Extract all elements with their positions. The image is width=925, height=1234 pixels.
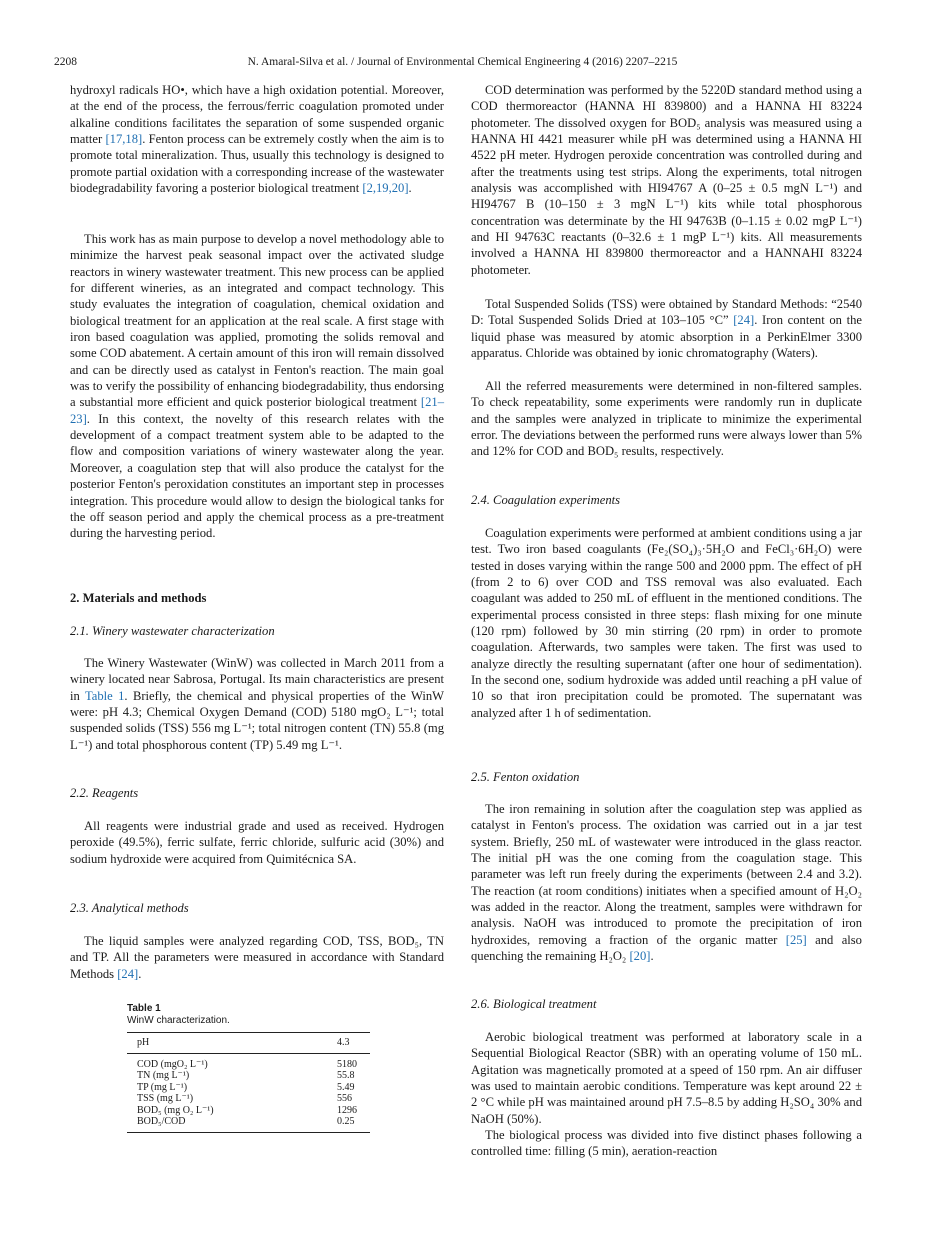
paragraph-text: The liquid samples were analyzed regarding COD, TSS, BOD₅, TN and TP. All the parameters were measured in accordance with Standard Methods bbox=[70, 934, 444, 981]
table-row bbox=[127, 1116, 370, 1132]
table-caption: WinW characterization. bbox=[127, 1015, 230, 1026]
header-cell: pH bbox=[137, 1037, 150, 1048]
subsection-heading: 2.6. Biological treatment bbox=[471, 997, 597, 1011]
paragraph-text: The biological process was divided into five distinct phases following a controlled time: filling (5 min), aeration-reaction bbox=[471, 1128, 862, 1159]
page-number: 2208 bbox=[54, 56, 77, 68]
paragraph-text: Coagulation experiments were performed at ambient conditions using a jar test. Two iron based coagulants (Fe₂(SO₄)₃·5H₂O and FeCl₃·6H₂O) were tested in doses varying within the range 500 and 2000 ppm. The effect of pH (from 2 to 6) over COD and TSS removal was also evaluated. Each coagulant was added to 250 mL of effluent in the mentioned conditions. The experimental process consisted in three steps: flash mixing for one minute (120 rpm) followed by 30 min stirring (20 rpm) in order to promote coagulation. Afterwards, two samples were taken. The first was used to analyze directly the resulting supernatant (after one hour of sedimentation). In the second one, sodium hydroxide was added until reaching a pH value of 10 so that iron precipitation could be promoted. The supernatant was analyzed after 1 h of sedimentation. bbox=[471, 526, 862, 720]
paragraph bbox=[70, 231, 444, 542]
paragraph-text: . Fenton process can be extremely costly when the aim is to promote total mineralization. Thus, usually this technology is designed to promote partial oxidation with a corresponding increase of the wastewater biodegradability favoring a posterior biological treatment bbox=[70, 132, 444, 196]
citation-link[interactable]: [25] bbox=[785, 932, 807, 947]
citation-link[interactable]: Table 1 bbox=[84, 688, 125, 703]
table-row bbox=[127, 1105, 370, 1117]
subsection-heading: 2.5. Fenton oxidation bbox=[471, 770, 580, 784]
table-label: Table 1 bbox=[127, 1003, 161, 1014]
section-heading: 2. Materials and methods bbox=[70, 591, 207, 605]
table-cell: TP (mg L⁻¹) bbox=[137, 1081, 188, 1093]
paragraph-text: All reagents were industrial grade and used as received. Hydrogen peroxide (49.5%), ferric sulfate, ferric chloride, sulfuric acid (30%) and sodium hydroxide were acquired from Quimitécnica SA. bbox=[70, 819, 444, 866]
table-1 bbox=[127, 1003, 370, 1133]
paragraph-text: and also quenching the remaining H₂O₂ bbox=[471, 932, 862, 964]
paragraph-text: Total Suspended Solids (TSS) were obtained by Standard Methods: “2540 D: Total Suspended Solids Dried at 103–105 °C” bbox=[471, 297, 862, 328]
table-cell: 55.8 bbox=[337, 1070, 355, 1081]
paragraph bbox=[471, 378, 862, 460]
subsection-heading: 2.2. Reagents bbox=[70, 786, 139, 800]
table-cell: BOD₅/COD bbox=[137, 1116, 186, 1127]
paragraph-text: . In this context, the novelty of this research relates with the development of a compact treatment system able to be adapted to the flow and composition variations of winery wastewater along the year. Moreover, a coagulation step that will also produce the catalyst for the posterior Fenton's peroxidation constitutes an important step in processes integration. This procedure would allow to design the biological tanks for the off season period and apply the chemical process as a pre-treatment during the harvesting period. bbox=[70, 411, 444, 541]
paragraph-text: All the referred measurements were determined in non-filtered samples. To check repeatability, some experiments were randomly run in duplicate and the samples were analyzed in triplicate to minimize the experimental error. The deviations between the performed runs were always lower than 5% and 12% for COD and BOD₅ results, respectively. bbox=[471, 379, 862, 459]
subsection-heading: 2.3. Analytical methods bbox=[70, 901, 189, 915]
table-cell: 1296 bbox=[337, 1104, 357, 1116]
paragraph-text: The iron remaining in solution after the coagulation step was applied as catalyst in Fenton's process. The oxidation was carried out in a jar test system. Briefly, 250 mL of wastewater were introduced in the glass reactor. The initial pH was the one coming from the coagulation stage. This parameter was left run freely during the experiments (between 2.4 and 3.2). The reaction (at room conditions) initiates when a specified amount of H₂O₂ was added in the reactor. Along the treatment, samples were withdrawn for analysis. NaOH was introduced to promote the precipitation of iron hydroxides, removing a fraction of the organic matter bbox=[471, 802, 862, 947]
paragraph bbox=[70, 82, 444, 196]
citation-link[interactable]: [2,19,20] bbox=[362, 181, 409, 196]
table-cell: 5.49 bbox=[337, 1081, 355, 1093]
subsection-heading: 2.4. Coagulation experiments bbox=[471, 493, 621, 507]
paragraph bbox=[471, 525, 862, 721]
paragraph-text: . bbox=[650, 949, 654, 964]
citation-link[interactable]: [17,18] bbox=[105, 132, 143, 147]
table-cell: COD (mgO₂ L⁻¹) bbox=[137, 1058, 208, 1070]
data-table bbox=[127, 1032, 370, 1133]
citation-link[interactable]: [24] bbox=[733, 313, 755, 328]
paragraph-text: . Iron content on the liquid phase was measured by atomic absorption in a PerkinElmer 3300 apparatus. Chloride was obtained by ionic chromatography (Waters). bbox=[471, 313, 862, 361]
paragraph-text: hydroxyl radicals HO•, which have a high oxidation potential. Moreover, at the end of the process, the ferrous/ferric coagulation promoted under alkaline conditions facilitates the separation of some suspended organic matter bbox=[70, 83, 444, 147]
paragraph bbox=[70, 818, 444, 867]
paragraph bbox=[471, 801, 862, 964]
table-cell: BOD₅ (mg O₂ L⁻¹) bbox=[137, 1104, 214, 1116]
paragraph-text: . bbox=[138, 966, 142, 981]
paragraph bbox=[471, 82, 862, 278]
table-cell: 556 bbox=[337, 1093, 352, 1104]
paragraph-text: The Winery Wastewater (WinW) was collected in March 2011 from a winery located near Sabrosa, Portugal. Its main characteristics are present in bbox=[70, 656, 444, 703]
header-cell: 4.3 bbox=[337, 1037, 350, 1048]
table-cell: TN (mg L⁻¹) bbox=[137, 1070, 190, 1081]
paragraph bbox=[471, 1029, 862, 1127]
table-row bbox=[127, 1093, 370, 1105]
running-title: N. Amaral-Silva et al. / Journal of Environmental Chemical Engineering 4 (2016) 2207–2215 bbox=[247, 56, 678, 68]
right-column bbox=[471, 0, 862, 1234]
table-row bbox=[127, 1082, 370, 1094]
table-row bbox=[127, 1053, 370, 1070]
table-cell: 0.25 bbox=[337, 1116, 355, 1127]
citation-link[interactable]: [21–23] bbox=[70, 395, 444, 426]
table-cell: TSS (mg L⁻¹) bbox=[137, 1093, 194, 1104]
table-cell: 5180 bbox=[337, 1058, 357, 1070]
paragraph bbox=[70, 933, 444, 982]
paragraph-text: Aerobic biological treatment was performed at laboratory scale in a Sequential Biological Reactor (SBR) with an operating volume of 150 mL. Agitation was magnetically promoted at a speed of 150 rpm. An air diffuser was used to maintain aerobic conditions. Temperature was kept around 22 ± 2 °C while pH was maintained around pH 7.5–8.5 by adding H₂SO₄ 30% and NaOH (50%). bbox=[471, 1030, 862, 1126]
citation-link[interactable]: [24] bbox=[117, 966, 139, 981]
paragraph-text: This work has as main purpose to develop a novel methodology able to minimize the harvest peak seasonal impact over the activated sludge reactors in winery wastewater treatment. This new process can be applied for different wineries, as an integrated and compact technology. This study evaluates the integration of coagulation, chemical oxidation and biological treatment for an application at the real scale. A first stage with iron based coagulation was applied, promoting the solids removal and some COD abatement. A certain amount of this iron will remain dissolved and can be directly used as catalyst in Fenton's reaction. The main goal was to verify the possibility of enhancing biodegradability, thus endorsing a substantial more efficient and quick posterior biological treatment bbox=[70, 232, 444, 410]
paragraph-text: . bbox=[408, 181, 412, 196]
table-row bbox=[127, 1070, 370, 1082]
citation-link[interactable]: [20] bbox=[629, 949, 651, 964]
paragraph-text: COD determination was performed by the 5220D standard method using a COD thermoreactor (HANNA HI 839800) and a HANNA HI 83224 photometer. The dissolved oxygen for BOD₅ analysis was measured using a HANNA HI 4421 measurer while pH was determined using a HANNA HI 4522 pH meter. Hydrogen peroxide concentration was controlled during and after the treatments using test strips. Along the experiments, total nitrogen analysis was accomplished with HI94767 A (0–25 ± 0.5 mgN L⁻¹) and HI94767 B (10–150 ± 3 mgN L⁻¹) kits while total phosphorous concentration was determinate by the HI 94763B (0–1.15 ± 0.02 mgP L⁻¹) and HI 94763C reactants (0–32.6 ± 1 mgP L⁻¹) kits. All measurements involved a HANNA HI 839800 thermoreactor and a HANNAHI 83224 photometer. bbox=[471, 83, 862, 277]
paragraph-text: . Briefly, the chemical and physical properties of the WinW were: pH 4.3; Chemical Oxygen Demand (COD) 5180 mgO₂ L⁻¹; total suspended solids (TSS) 556 mg L⁻¹; total nitrogen content (TN) 55.8 (mg L⁻¹) and total phosphorous content (TP) 5.49 mg L⁻¹. bbox=[70, 688, 445, 752]
table-header-row bbox=[127, 1033, 370, 1054]
paragraph bbox=[471, 1127, 862, 1160]
paragraph bbox=[70, 655, 444, 753]
subsection-heading: 2.1. Winery wastewater characterization bbox=[70, 624, 275, 638]
paragraph bbox=[471, 296, 862, 361]
